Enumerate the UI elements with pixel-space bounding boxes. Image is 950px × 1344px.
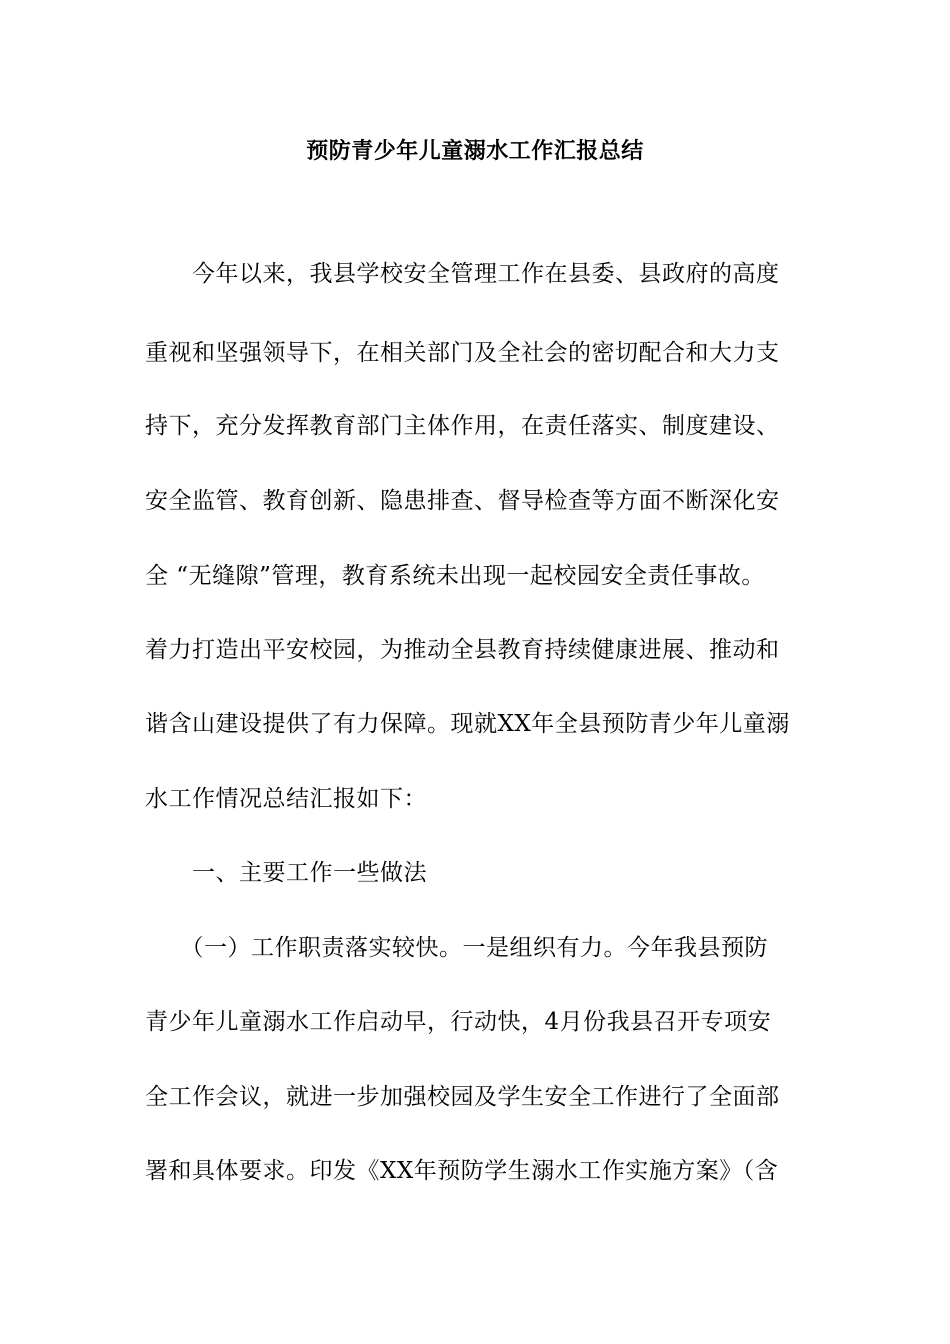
body-line-11: 青少年儿童溺水工作启动早，行动快，4月份我县召开专项安 — [145, 1009, 772, 1035]
body-line-10: （一）工作职责落实较快。一是组织有力。今年我县预防 — [145, 935, 768, 961]
body-line-5: 全 “无缝隙”管理，教育系统未出现一起校园安全责任事故。 — [145, 563, 765, 589]
body-line-13: 署和具体要求。印发《XX年预防学生溺水工作实施方案》（含 — [145, 1158, 779, 1184]
section-heading: 一、主要工作一些做法 — [145, 860, 427, 886]
body-line-3: 持下，充分发挥教育部门主体作用，在责任落实、制度建设、 — [145, 413, 780, 439]
document-title: 预防青少年儿童溺水工作汇报总结 — [306, 139, 644, 164]
body-line-12: 全工作会议，就进一步加强校园及学生安全工作进行了全面部 — [145, 1084, 780, 1110]
body-line-2: 重视和坚强领导下，在相关部门及全社会的密切配合和大力支 — [145, 340, 780, 366]
body-line-6: 着力打造出平安校园，为推动全县教育持续健康进展、推动和 — [145, 637, 780, 663]
body-line-7: 谐含山建设提供了有力保障。现就XX年全县预防青少年儿童溺 — [145, 711, 790, 737]
body-line-1: 今年以来，我县学校安全管理工作在县委、县政府的高度 — [145, 261, 780, 287]
body-line-4: 安全监管、教育创新、隐患排查、督导检查等方面不断深化安 — [145, 488, 780, 514]
body-line-8: 水工作情况总结汇报如下： — [145, 786, 427, 812]
